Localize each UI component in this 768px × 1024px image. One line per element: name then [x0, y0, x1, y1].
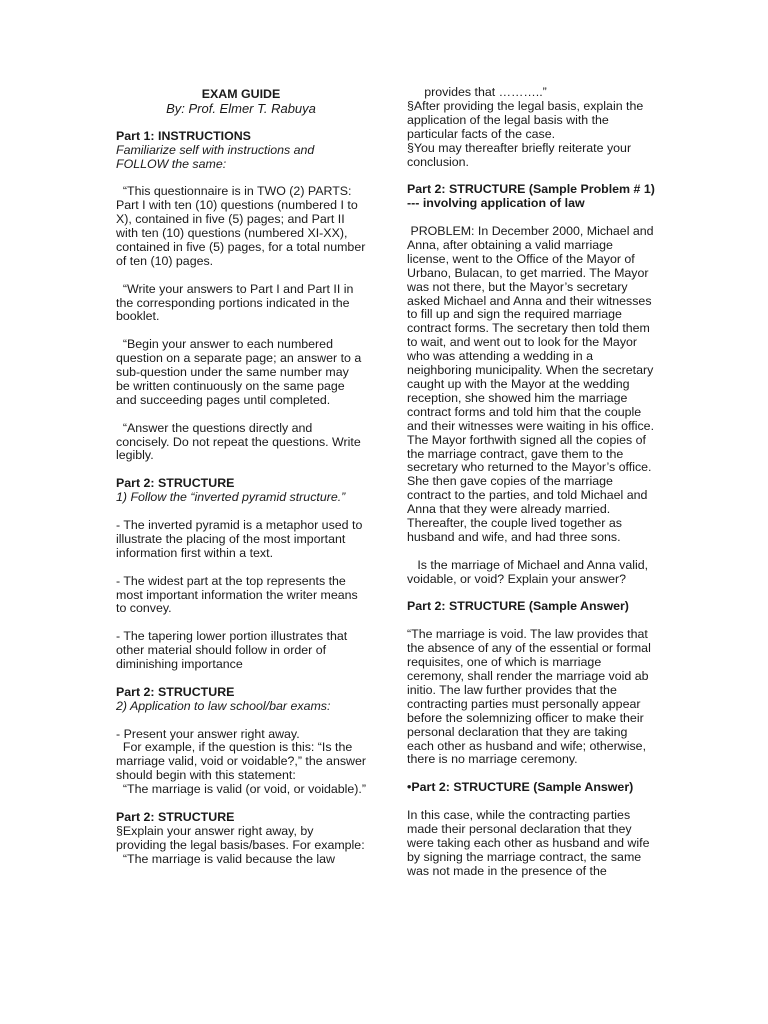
body-paragraph: - Present your answer right away. — [116, 726, 300, 741]
instruction-paragraph: “This questionnaire is in TWO (2) PARTS: Part I with ten (10) questions (numbered I to X), contained in five (5) pages; and Part II with ten (10) questions (numbered XI-XX), contained in five (5) pages, for a total number of ten (10) pages. — [116, 184, 366, 268]
sample-problem-heading: Part 2: STRUCTURE (Sample Problem # 1) --- involving application of law — [407, 182, 655, 211]
body-paragraph: §You may thereafter briefly reiterate your conclusion. — [407, 140, 632, 169]
document-title: EXAM GUIDE — [201, 87, 281, 101]
question-paragraph: Is the marriage of Michael and Anna valid, voidable, or void? Explain your answer? — [407, 557, 649, 586]
problem-paragraph: PROBLEM: In December 2000, Michael and Anna, after obtaining a valid marriage license, went to the Office of the Mayor of Urbano, Bulacan, to get married. The Mayor was not there, but the Mayor’s secretary asked Michael and Anna and their witnesses to fill up and sign the required marriage contract forms. The secretary then told them to wait, and went out to look for the Mayor who was attending a wedding in a neighboring municipality. When the secretary caught up with the Mayor at the wedding reception, she showed him the marriage contract forms and told him that the couple and their witnesses were waiting in his office. The Mayor forthwith signed all the copies of the marriage contract, gave them to the secretary who returned to the Mayor’s office. She then gave copies of the marriage contract to the parties, and told Michael and Anna that they were already married. Thereafter, the couple lived together as husband and wife, and had three sons. — [407, 224, 655, 544]
left-column — [116, 88, 366, 867]
part1-heading: Part 1: INSTRUCTIONS — [116, 128, 251, 143]
part1-subheading: Familiarize self with instructions and FOLLOW the same: — [116, 142, 315, 171]
instruction-paragraph: “Write your answers to Part I and Part II in the corresponding portions indicated in the booklet. — [116, 281, 354, 324]
part2-subheading: 1) Follow the “inverted pyramid structure.” — [116, 490, 346, 505]
body-paragraph: “The marriage is valid because the law — [122, 851, 336, 866]
instruction-paragraph: “Answer the questions directly and concisely. Do not repeat the questions. Write legibly. — [116, 420, 361, 463]
body-paragraph: §Explain your answer right away, by providing the legal basis/bases. For example: — [116, 823, 365, 852]
part2-heading: Part 2: STRUCTURE — [116, 809, 235, 824]
body-paragraph: “The marriage is valid (or void, or voidable).” — [122, 782, 366, 797]
sample-answer-heading: •Part 2: STRUCTURE (Sample Answer) — [407, 780, 634, 795]
part2-subheading: 2) Application to law school/bar exams: — [116, 698, 331, 713]
body-paragraph: §After providing the legal basis, explain the application of the legal basis with the particular facts of the case. — [407, 98, 644, 141]
right-column — [407, 86, 657, 879]
document-author: By: Prof. Elmer T. Rabuya — [166, 100, 316, 116]
body-paragraph: provides that ………..” — [424, 85, 547, 99]
sample-answer-heading: Part 2: STRUCTURE (Sample Answer) — [407, 599, 629, 614]
answer-paragraph: In this case, while the contracting parties made their personal declaration that they were taking each other as husband and wife by signing the marriage contract, the same was not made in the presence of the — [407, 808, 650, 878]
part2-heading: Part 2: STRUCTURE — [116, 476, 235, 491]
part2-heading: Part 2: STRUCTURE — [116, 684, 235, 699]
instruction-paragraph: “Begin your answer to each numbered question on a separate page; an answer to a sub-question under the same number may be written continuously on the same page and succeeding pages until completed. — [116, 337, 362, 407]
body-paragraph: - The widest part at the top represents the most important information the writer means to convey. — [116, 573, 358, 616]
answer-paragraph: “The marriage is void. The law provides that the absence of any of the essential or formal requisites, one of which is marriage ceremony, shall render the marriage void ab initio. The law further provides that the contracting parties must personally appear before the solemnizing officer to make their personal declaration that they are taking each other as husband and wife; otherwise, there is no marriage ceremony. — [407, 627, 651, 767]
body-paragraph: For example, if the question is this: “Is the marriage valid, void or voidable?,” the answer should begin with this statement: — [116, 740, 367, 783]
body-paragraph: - The tapering lower portion illustrates that other material should follow in order of diminishing importance — [116, 629, 348, 672]
body-paragraph: - The inverted pyramid is a metaphor used to illustrate the placing of the most important information first within a text. — [116, 517, 363, 560]
